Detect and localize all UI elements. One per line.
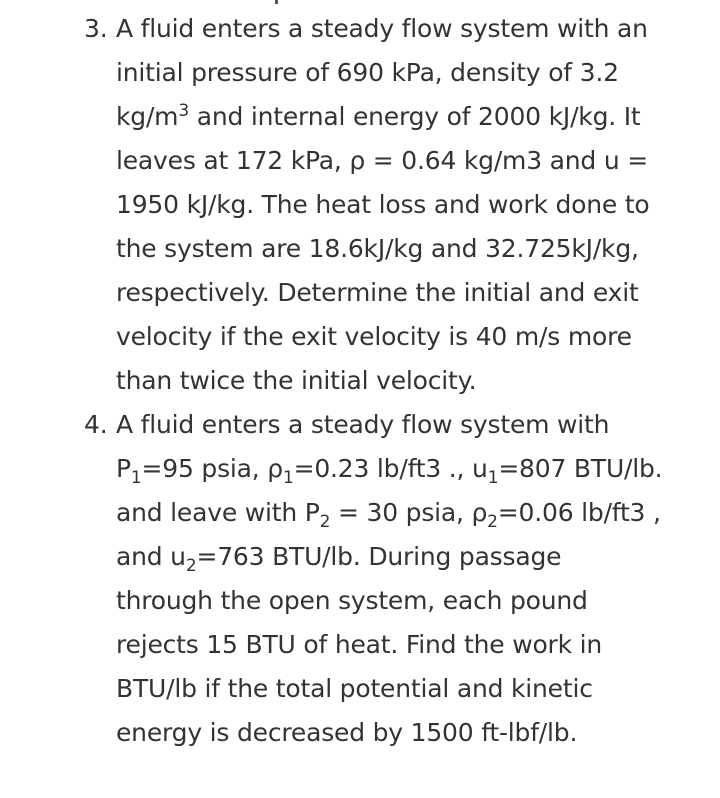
problem-4-line-4: and $u_2=763$ BTU/lb. During passage (116, 542, 562, 576)
problem-3-line-8: velocity if the exit velocity is 40 m/s more (116, 322, 632, 351)
subscript: 2 (185, 556, 197, 576)
problem-4-line-5: through the open system, each pound (116, 586, 588, 615)
problem-4-line-6: rejects 15 BTU of heat. Find the work in (116, 630, 603, 659)
problem-3-line-3: $kg/m^3$ and internal energy of 2000 kJ/kg. It (116, 101, 641, 131)
problem-3-line-4: leaves at 172 kPa, ρ = 0.64 kg/m3 and u = (116, 146, 648, 175)
problem-3-line-7: respectively. Determine the initial and exit (116, 278, 639, 307)
cropped-text-fragment (275, 0, 278, 4)
problem-4-line-8: energy is decreased by 1500 ft-lbf/lb. (116, 718, 578, 747)
problem-3-line-1: A fluid enters a steady flow system with an (116, 14, 648, 43)
problem-list (84, 7, 714, 755)
problem-3-line-9: than twice the initial velocity. (116, 366, 477, 395)
subscript: 1 (487, 468, 499, 488)
subscript: 1 (282, 468, 294, 488)
superscript: 3 (178, 101, 189, 121)
problem-4-number: 4. (84, 410, 108, 439)
problem-3-line-6: the system are 18.6kJ/kg and 32.725kJ/kg, (116, 234, 639, 263)
problem-4-line-3: and leave with $P_2 = 30$ psia, $\rho_2=0.06$ lb/ft3 , (116, 498, 661, 532)
problem-3 (84, 7, 714, 403)
subscript: 1 (130, 468, 142, 488)
problem-4-line-1: A fluid enters a steady flow system with (116, 410, 610, 439)
subscript: 2 (487, 512, 498, 532)
problem-4 (84, 403, 714, 755)
problem-3-line-5: 1950 kJ/kg. The heat loss and work done to (116, 190, 650, 219)
problem-4-line-7: BTU/lb if the total potential and kinetic (116, 674, 593, 703)
subscript: 2 (319, 512, 331, 532)
problem-4-line-2: $P_1=95$ psia, $\rho_1=0.23$ lb/ft3 ., $u_1=807$ BTU/lb. (116, 454, 663, 488)
problem-3-number: 3. (84, 14, 108, 43)
problem-3-line-2: initial pressure of 690 kPa, density of 3.2 (116, 58, 619, 87)
